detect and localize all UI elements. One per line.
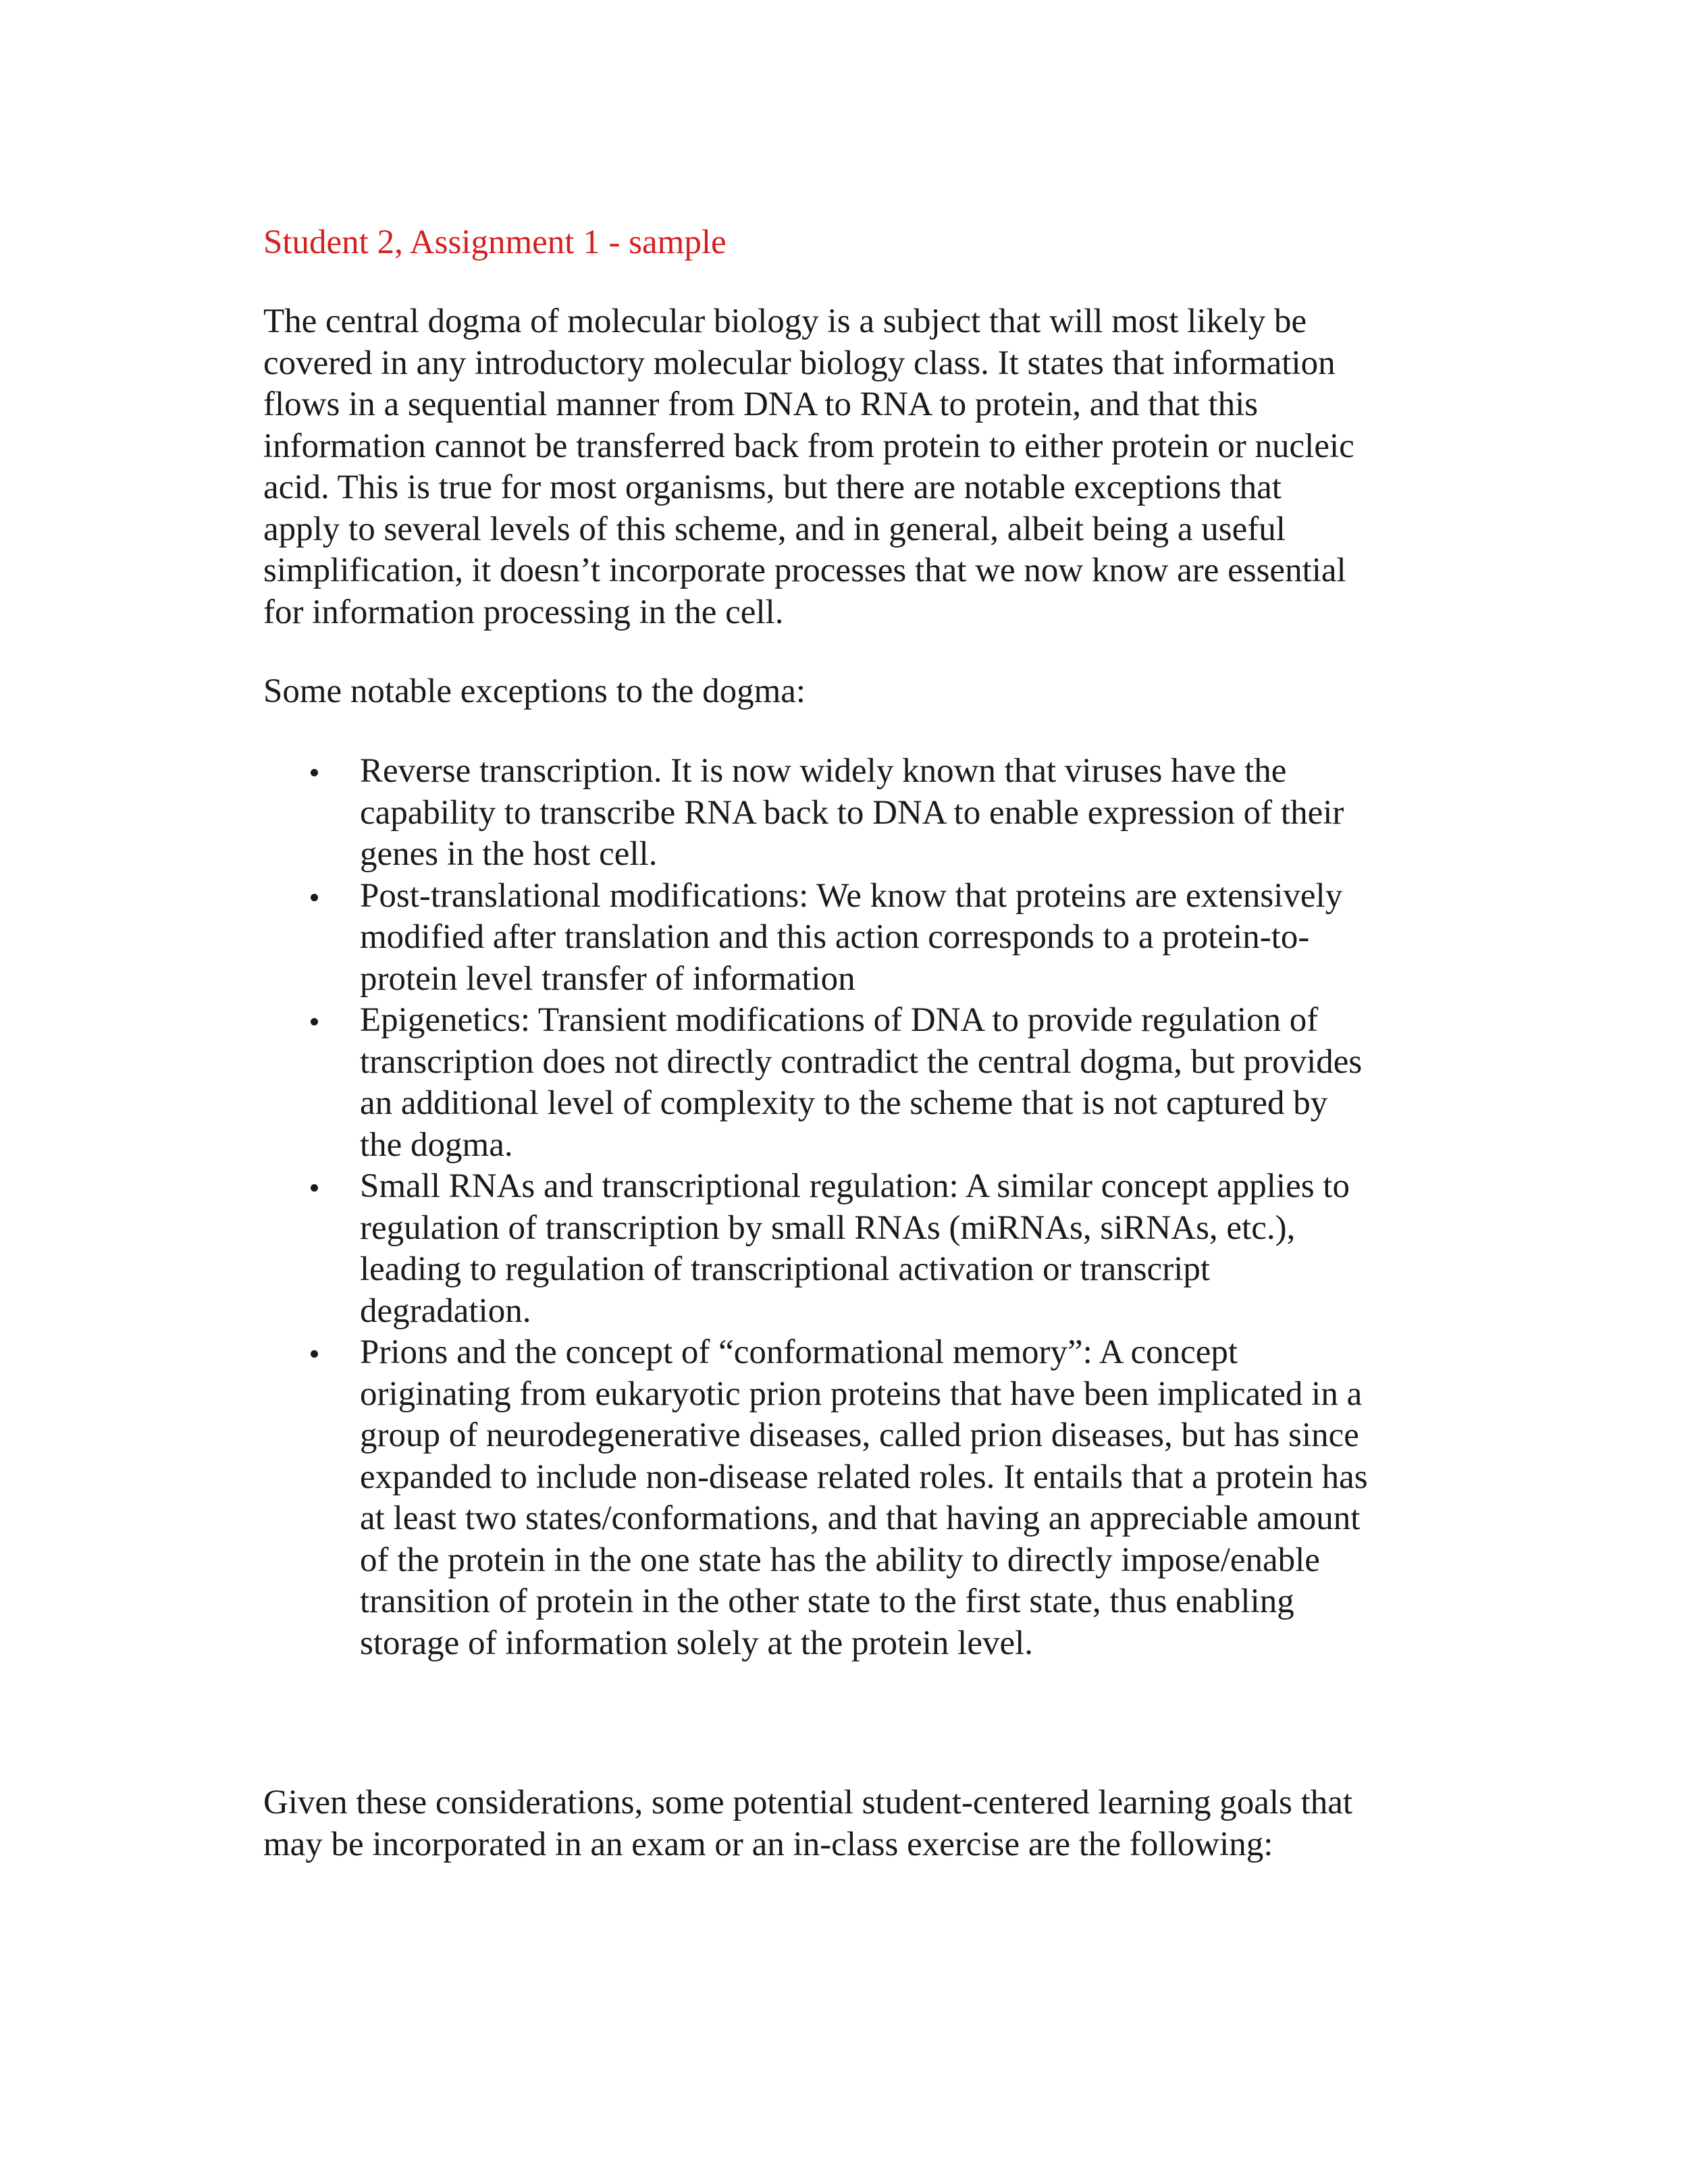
list-item-line: regulation of transcription by small RNAs (miRNAs, siRNAs, etc.), (360, 1208, 1296, 1247)
intro-line: apply to several levels of this scheme, and in general, albeit being a useful (263, 510, 1286, 548)
intro-line: simplification, it doesn’t incorporate processes that we now know are essential (263, 552, 1346, 589)
list-item-line: genes in the host cell. (360, 835, 658, 873)
list-item-line: storage of information solely at the protein level. (360, 1624, 1034, 1662)
list-item (263, 1000, 1479, 1166)
list-item-line: modified after translation and this action corresponds to a protein-to- (360, 918, 1310, 956)
intro-line: acid. This is true for most organisms, but there are notable exceptions that (263, 469, 1282, 506)
list-item-line: capability to transcribe RNA back to DNA to enable expression of their (360, 793, 1344, 832)
list-item-line: at least two states/conformations, and that having an appreciable amount (360, 1499, 1361, 1537)
list-item-line: protein level transfer of information (360, 959, 855, 998)
bullet-dot-icon (311, 894, 318, 901)
list-item (263, 876, 1479, 1001)
list-item-line: expanded to include non-disease related roles. It entails that a protein has (360, 1458, 1368, 1496)
intro-paragraph (263, 301, 1354, 633)
list-item-line: the dogma. (360, 1125, 513, 1164)
exceptions-list (263, 751, 1479, 1664)
list-item-line: an additional level of complexity to the scheme that is not captured by (360, 1084, 1328, 1122)
list-item (263, 751, 1479, 876)
bullet-dot-icon (311, 1018, 318, 1026)
bullet-dot-icon (311, 1184, 318, 1192)
bullet-dot-icon (311, 769, 318, 776)
list-item-line: Post-translational modifications: We know that proteins are extensively (360, 876, 1343, 915)
intro-line: for information processing in the cell. (263, 593, 784, 631)
intro-line: The central dogma of molecular biology is a subject that will most likely be (263, 302, 1307, 340)
list-item-line: Reverse transcription. It is now widely known that viruses have the (360, 752, 1287, 790)
list-item (263, 1332, 1479, 1664)
list-item-line: leading to regulation of transcriptional activation or transcript (360, 1250, 1211, 1288)
closing-line: Given these considerations, some potential student-centered learning goals that (263, 1784, 1353, 1821)
intro-line: covered in any introductory molecular biology class. It states that information (263, 344, 1336, 382)
list-item-line: transition of protein in the other state to the first state, thus enabling (360, 1582, 1294, 1620)
list-item-line: Small RNAs and transcriptional regulation: A similar concept applies to (360, 1167, 1350, 1205)
intro-line: information cannot be transferred back from protein to either protein or nucleic (263, 427, 1354, 465)
exceptions-heading: Some notable exceptions to the dogma: (263, 672, 806, 710)
list-item-line: transcription does not directly contradict the central dogma, but provides (360, 1042, 1363, 1081)
bullet-dot-icon (311, 1350, 318, 1358)
closing-line: may be incorporated in an exam or an in-class exercise are the following: (263, 1825, 1273, 1863)
list-item-line: Prions and the concept of “conformational memory”: A concept (360, 1333, 1238, 1371)
list-item (263, 1166, 1479, 1332)
document-title: Student 2, Assignment 1 - sample (263, 223, 727, 261)
list-item-line: originating from eukaryotic prion proteins that have been implicated in a (360, 1375, 1363, 1413)
list-item-line: of the protein in the one state has the ability to directly impose/enable (360, 1541, 1320, 1579)
list-item-line: group of neurodegenerative diseases, called prion diseases, but has since (360, 1416, 1359, 1454)
intro-line: flows in a sequential manner from DNA to RNA to protein, and that this (263, 385, 1259, 423)
list-item-line: Epigenetics: Transient modifications of DNA to provide regulation of (360, 1001, 1319, 1039)
closing-paragraph (263, 1782, 1352, 1865)
list-item-line: degradation. (360, 1291, 531, 1330)
